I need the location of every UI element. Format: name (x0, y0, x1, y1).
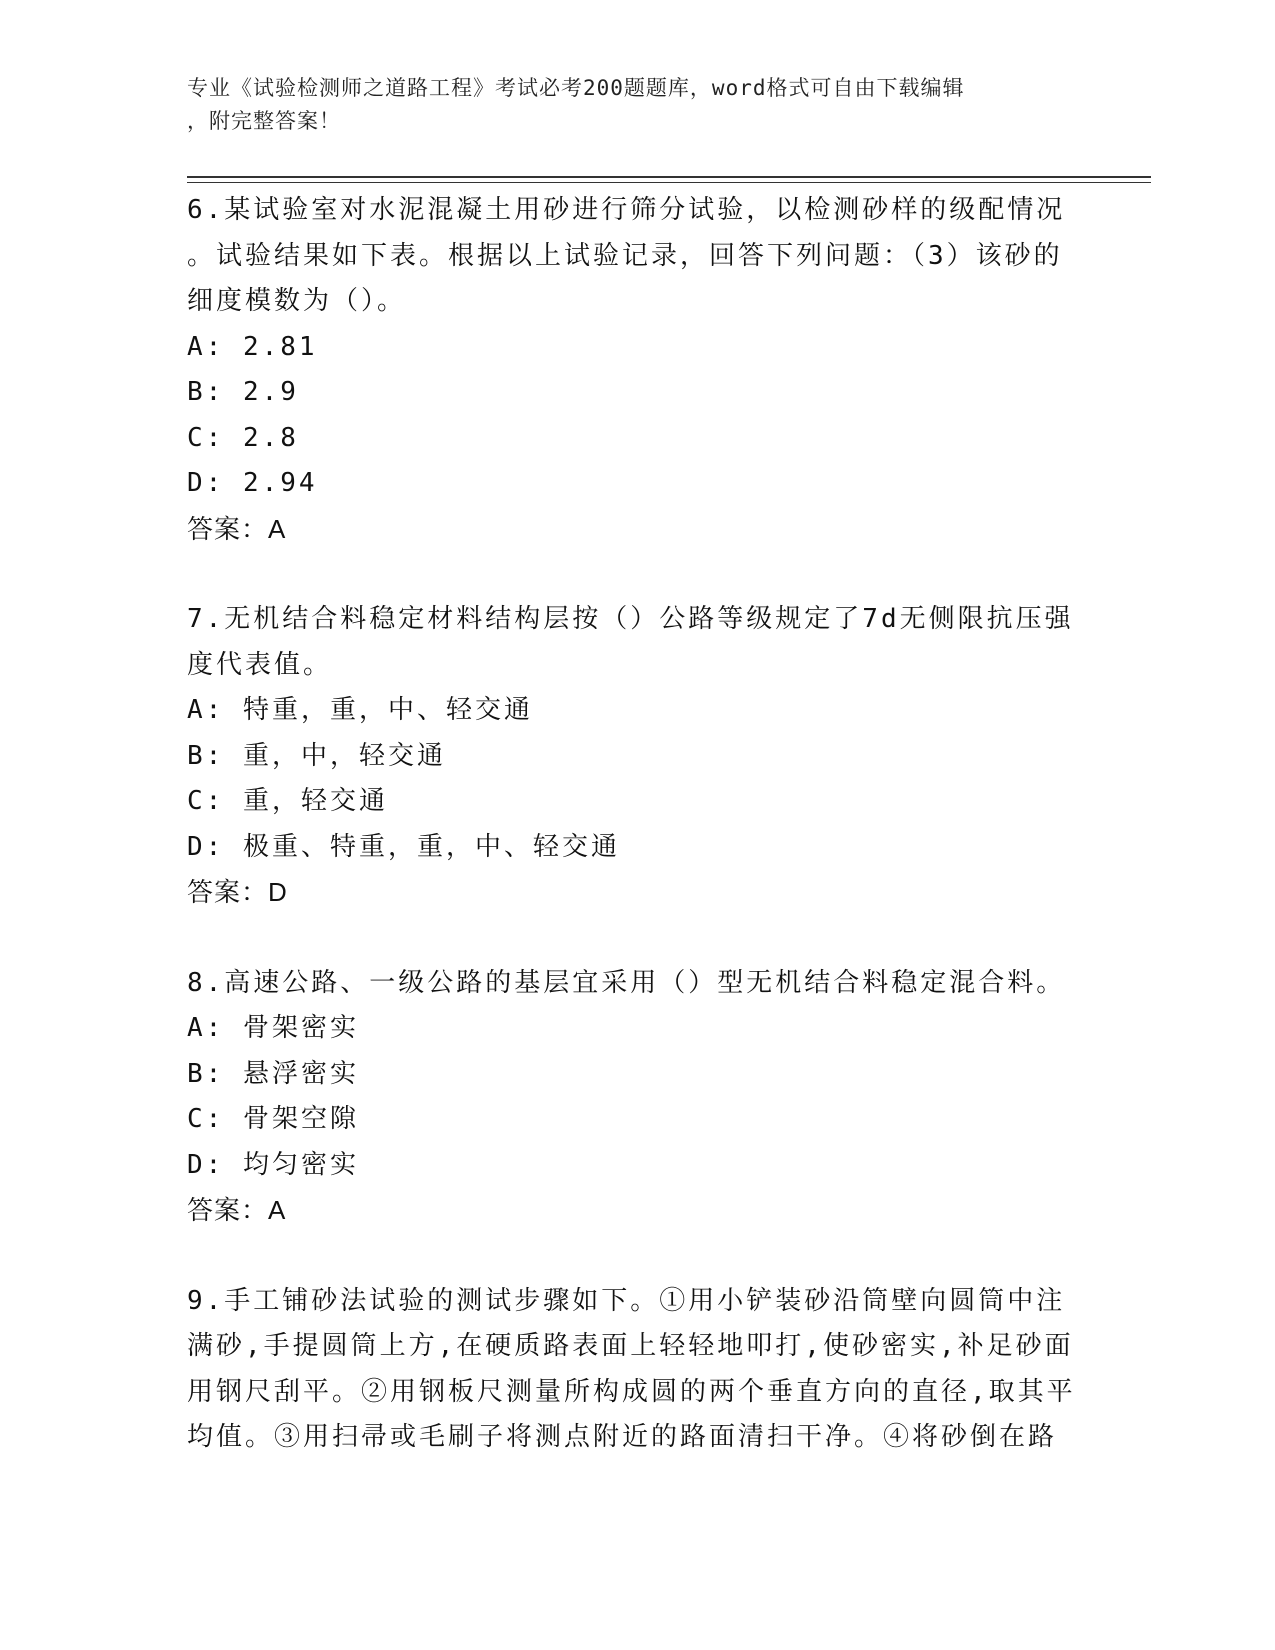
header-divider-thick (187, 176, 1151, 178)
option-d: D: 极重、特重，重，中、轻交通 (187, 831, 620, 862)
option-c: C: 重，轻交通 (187, 786, 388, 816)
header-line-1: 专业《试验检测师之道路工程》考试必考200题题库，word格式可自由下载编辑 (187, 76, 965, 100)
question-list (187, 188, 1087, 1461)
header-divider-thin (187, 182, 1151, 183)
option-b: B: 悬浮密实 (187, 1058, 359, 1089)
question-stem-line: 8.高速公路、一级公路的基层宜采用（）型无机结合料稳定混合料。 (187, 967, 1066, 998)
option-b: B: 2.9 (187, 377, 299, 407)
option-d: D: 均匀密实 (187, 1149, 359, 1180)
question-stem-line: 用钢尺刮平。②用钢板尺测量所构成圆的两个垂直方向的直径,取其平 (187, 1376, 1076, 1407)
answer-label: 答案： (187, 513, 269, 544)
question-7 (187, 597, 1087, 916)
answer-value: D (268, 877, 288, 907)
document-header (187, 72, 1067, 138)
answer-value: A (268, 1195, 287, 1225)
option-b: B: 重，中，轻交通 (187, 740, 446, 771)
question-6 (187, 188, 1087, 552)
question-stem-line: 7.无机结合料稳定材料结构层按（）公路等级规定了7d无侧限抗压强 (187, 604, 1074, 634)
question-8 (187, 961, 1087, 1234)
answer-label: 答案： (187, 1195, 269, 1225)
answer-line (187, 1188, 1087, 1234)
question-spacer (187, 552, 1087, 597)
question-stem-line: 细度模数为（）。 (187, 286, 407, 316)
option-c: C: 2.8 (187, 422, 299, 453)
option-d: D: 2.94 (187, 468, 318, 498)
option-a: A: 特重，重，中、轻交通 (187, 695, 533, 725)
question-stem-line: 满砂,手提圆筒上方,在硬质路表面上轻轻地叩打,使砂密实,补足砂面 (187, 1331, 1074, 1361)
question-spacer (187, 916, 1087, 961)
answer-label: 答案： (187, 877, 269, 907)
answer-line (187, 507, 1087, 553)
option-a: A: 2.81 (187, 331, 318, 362)
question-9 (187, 1279, 1087, 1461)
question-spacer (187, 1234, 1087, 1279)
option-a: A: 骨架密实 (187, 1013, 359, 1043)
question-stem-line: 度代表值。 (187, 649, 333, 680)
question-stem-line: 均值。③用扫帚或毛刷子将测点附近的路面清扫干净。④将砂倒在路 (187, 1422, 1058, 1452)
question-stem-line: 6.某试验室对水泥混凝土用砂进行筛分试验，以检测砂样的级配情况 (187, 195, 1066, 225)
answer-value: A (268, 513, 287, 544)
option-c: C: 骨架空隙 (187, 1104, 359, 1134)
question-stem-line: 。试验结果如下表。根据以上试验记录，回答下列问题：（3）该砂的 (187, 240, 1063, 271)
answer-line (187, 870, 1087, 916)
header-line-2: ，附完整答案！ (187, 109, 341, 133)
question-stem-line: 9.手工铺砂法试验的测试步骤如下。①用小铲装砂沿筒壁向圆筒中注 (187, 1285, 1066, 1316)
